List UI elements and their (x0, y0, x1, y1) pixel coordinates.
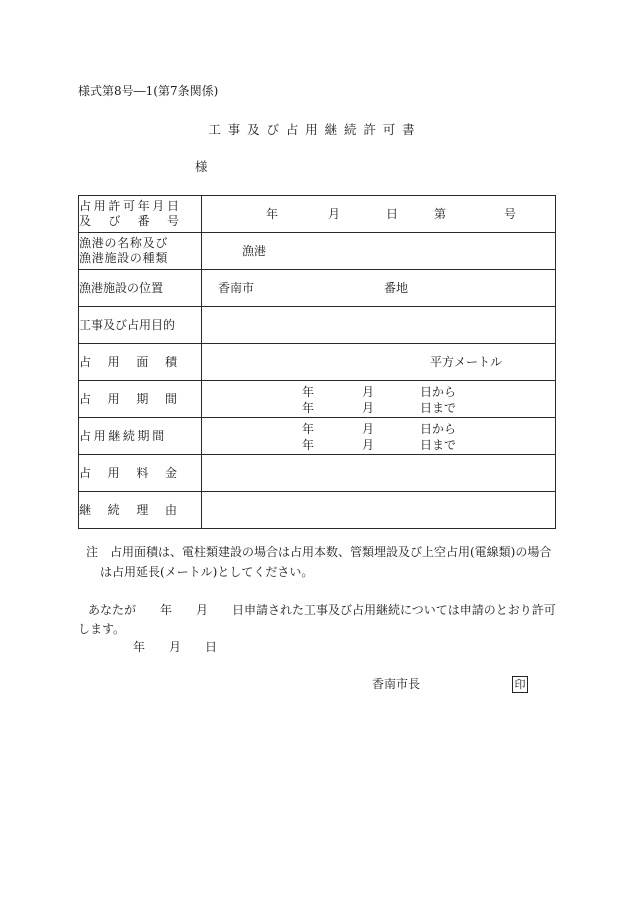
label-char: 間 (164, 391, 177, 406)
label-period-chars (79, 392, 177, 407)
label-char: 用 (107, 354, 120, 369)
permit-month: 月 (328, 207, 341, 221)
label-port-line1: 漁港の名称及び (79, 236, 169, 250)
value-continuation-period (202, 418, 556, 455)
label-char: 用 (107, 391, 120, 406)
label-char: 料 (136, 465, 149, 480)
label-char: 由 (164, 502, 177, 517)
table-row-reason (79, 492, 556, 529)
table-row-permit-date (79, 196, 556, 233)
label-char: 理 (136, 502, 149, 517)
label-char: 番 (137, 214, 150, 228)
permit-year: 年 (266, 207, 279, 221)
label-port (79, 233, 202, 270)
seal-stamp: 印 (512, 676, 528, 693)
value-reason (202, 492, 556, 529)
label-continuation-period: 占用継続期間 (79, 418, 202, 455)
label-char: 用 (93, 199, 106, 213)
location-city: 香南市 (218, 281, 255, 295)
label-char: 続 (107, 502, 120, 517)
label-reason-chars (79, 503, 177, 518)
form-number: 様式第8号―1(第7条関係) (78, 84, 219, 98)
label-purpose: 工事及び占用目的 (79, 307, 202, 344)
note-line-2: は占用延長(メートル)としてください。 (100, 565, 314, 579)
label-char: 面 (136, 354, 149, 369)
label-char: 及 (79, 214, 92, 228)
issuer-name: 香南市長 (372, 677, 421, 691)
label-char: 積 (164, 354, 177, 369)
location-lot-suffix: 番地 (384, 281, 409, 295)
value-port (202, 233, 556, 270)
label-permit-date-line2 (79, 214, 179, 229)
label-char: 占 (79, 354, 92, 369)
value-purpose (202, 307, 556, 344)
label-char: び (108, 214, 121, 228)
table-row-port (79, 233, 556, 270)
value-period (202, 381, 556, 418)
value-location (202, 270, 556, 307)
document-title: 工事及び占用継続許可書 (208, 122, 422, 137)
label-location: 漁港施設の位置 (79, 270, 202, 307)
label-fee-chars (79, 466, 177, 481)
label-permit-date-line1 (79, 199, 179, 214)
continuation-end-day: 日まで (420, 438, 457, 452)
label-char: 占 (79, 391, 92, 406)
label-area (79, 344, 202, 381)
label-char: 月 (152, 199, 165, 213)
table-row-fee (79, 455, 556, 492)
label-char: 金 (164, 465, 177, 480)
label-char: 用 (107, 465, 120, 480)
recipient-suffix: 様 (195, 159, 208, 174)
continuation-start-month: 月 (362, 422, 375, 436)
label-fee (79, 455, 202, 492)
period-end-day: 日まで (420, 401, 457, 415)
label-char: 継 (79, 502, 92, 517)
label-char: 占 (79, 199, 92, 213)
label-permit-date (79, 196, 202, 233)
label-char: 年 (137, 199, 150, 213)
table-row-period (79, 381, 556, 418)
label-char: 占 (79, 465, 92, 480)
label-char: 日 (166, 199, 179, 213)
port-suffix: 漁港 (242, 244, 267, 258)
continuation-end-year: 年 (302, 438, 315, 452)
note-line-1: 注 占用面積は、電柱類建設の場合は占用本数、管類埋設及び上空占用(電線類)の場合 (86, 545, 552, 559)
value-fee (202, 455, 556, 492)
period-end-year: 年 (302, 401, 315, 415)
label-char: 号 (166, 214, 179, 228)
area-unit: 平方メートル (430, 355, 503, 369)
period-start-month: 月 (362, 385, 375, 399)
table-row-purpose (79, 307, 556, 344)
period-start-year: 年 (302, 385, 315, 399)
label-reason (79, 492, 202, 529)
period-start-day: 日から (420, 385, 457, 399)
issue-date: 年 月 日 (133, 640, 218, 654)
continuation-start-day: 日から (420, 422, 457, 436)
continuation-start-year: 年 (302, 422, 315, 436)
label-char: 可 (122, 199, 135, 213)
label-char: 許 (108, 199, 121, 213)
body-line-1: あなたが 年 月 日申請された工事及び占用継続については申請のとおり許可 (88, 603, 556, 617)
label-char: 期 (136, 391, 149, 406)
permit-number-prefix: 第 (434, 207, 447, 221)
period-end-month: 月 (362, 401, 375, 415)
table-row-area (79, 344, 556, 381)
label-period (79, 381, 202, 418)
permit-table (78, 195, 556, 529)
table-row-continuation-period (79, 418, 556, 455)
permit-day: 日 (386, 207, 399, 221)
table-row-location (79, 270, 556, 307)
body-line-2: します。 (78, 622, 126, 636)
continuation-end-month: 月 (362, 438, 375, 452)
label-port-line2: 漁港施設の種類 (79, 251, 169, 265)
value-area (202, 344, 556, 381)
value-permit-date (202, 196, 556, 233)
label-area-chars (79, 355, 177, 370)
permit-number-suffix: 号 (504, 207, 517, 221)
